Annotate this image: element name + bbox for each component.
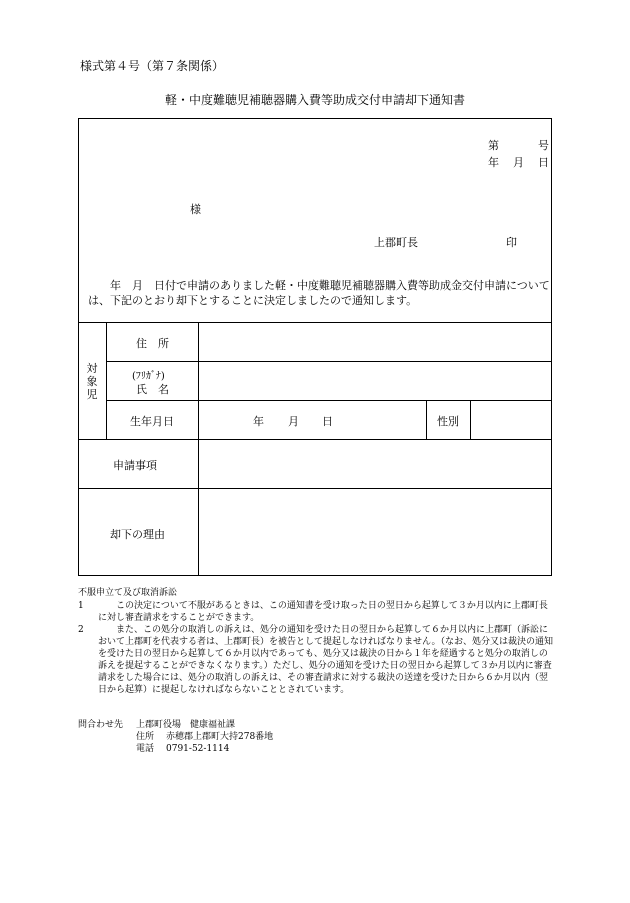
birth-year: 年: [253, 415, 264, 428]
contact-address-key: 住所: [136, 732, 155, 742]
request-label: 申請事項: [113, 459, 157, 472]
note-text: [98, 624, 556, 696]
note-text: [98, 600, 556, 624]
contact-label: 問合わせ先: [78, 720, 124, 730]
furigana-label: (ﾌﾘｶﾞﾅ): [132, 371, 165, 382]
grid-line: [78, 322, 552, 323]
grid-line: [106, 322, 107, 439]
birth-day: 日: [322, 415, 333, 428]
notes-heading: 不服申立て及び取消訴訟: [78, 588, 178, 598]
number-dai: 第: [488, 139, 499, 152]
grid-line: [106, 361, 552, 362]
date-year: 年: [488, 156, 499, 169]
grid-line: [426, 400, 427, 439]
contact-phone-key: 電話: [136, 744, 155, 754]
note-number: 1: [78, 601, 84, 611]
birthdate-label: 生年月日: [130, 415, 174, 428]
date-month: 月: [513, 156, 524, 169]
date-day: 日: [538, 156, 549, 169]
grid-line: [78, 488, 552, 489]
note-text-body: この決定について不服があるときは、この通知書を受け取った日の翌日から起算して３か月以内に上郡町長に対し審査請求をすることができます。: [98, 601, 548, 623]
seal-mark: 印: [506, 236, 517, 249]
birth-month: 月: [288, 415, 299, 428]
note-item: [78, 624, 556, 696]
address-label: 住 所: [136, 337, 169, 350]
issuer: 上郡町長: [374, 236, 418, 249]
contact-phone: 0791-52-1114: [166, 744, 230, 754]
grid-line: [470, 400, 471, 439]
rejection-reason-label: 却下の理由: [110, 528, 165, 541]
target-child-label: 対象児: [86, 362, 98, 401]
grid-line: [106, 400, 552, 401]
sex-label: 性別: [437, 415, 459, 428]
grid-line: [198, 322, 199, 576]
appeal-notes: [78, 587, 556, 696]
contact-office: 上郡町役場 健康福祉課: [136, 720, 236, 730]
document-title: 軽・中度難聴児補聴器購入費等助成交付申請却下通知書: [164, 93, 465, 107]
note-text-body: また、この処分の取消しの訴えは、処分の通知を受けた日の翌日から起算して６か月以内に上郡町（訴訟において上郡町を代表する者は、上郡町長）を被告として提起しなければなりません。（なお、処分又は裁決の通知を受けた日の翌日から起算して６か月以内であっても、処分又は裁決の日から１年を経過すると処分の取消しの訴えを提起することができなくなります。）ただし、処分の通知を受けた日の翌日から起算して３か月以内に審査請求をした場合には、処分の取消しの訴えは、その審査請求に対する裁決の送達を受けた日から６か月以内（翌日から起算）に提起しなければならないこととされています。: [98, 625, 554, 695]
name-label: 氏 名: [136, 383, 169, 396]
recipient-suffix: 様: [190, 203, 201, 216]
form-number: 様式第４号（第７条関係）: [80, 59, 225, 73]
note-number: 2: [78, 625, 84, 635]
grid-line: [78, 439, 552, 440]
number-go: 号: [538, 139, 549, 152]
notice-body-text: 年 月 日付で申請のありました軽・中度難聴児補聴器購入費等助成金交付申請については、下記のとおり却下とすることに決定しましたので通知します。: [88, 279, 550, 307]
contact-block: [78, 719, 273, 755]
note-item: [78, 600, 556, 624]
contact-address: 赤穂郡上郡町大持278番地: [166, 732, 274, 742]
